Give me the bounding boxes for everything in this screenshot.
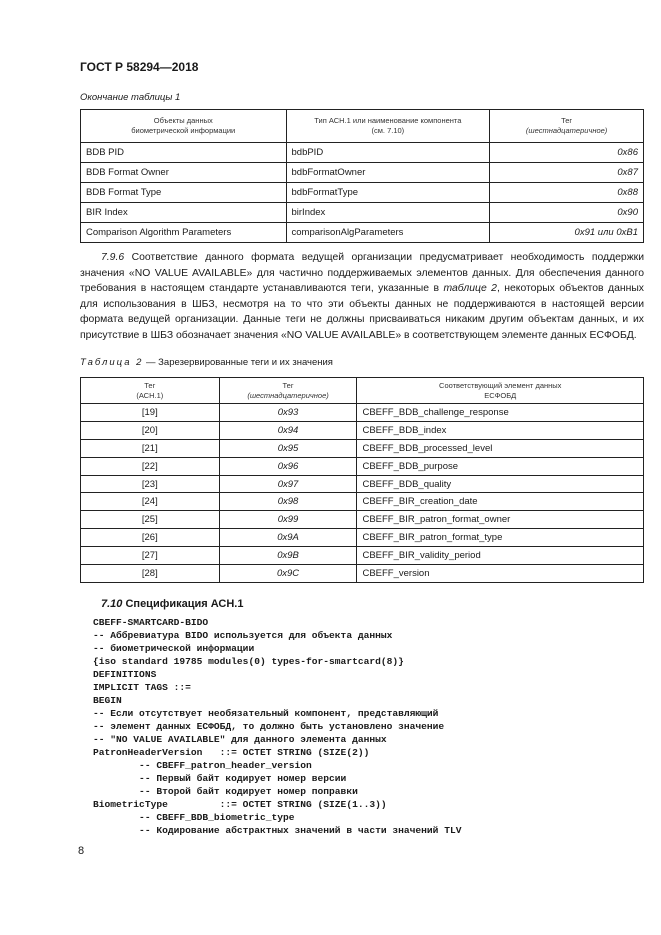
table-1	[80, 109, 644, 243]
standard-code-header: ГОСТ Р 58294—2018	[80, 60, 199, 74]
table-row: [26] 0x9A CBEFF_BIR_patron_format_type	[81, 529, 644, 547]
code-line: -- биометрической информации	[93, 643, 255, 654]
code-line: -- Аббревиатура BIDO используется для объекта данных	[93, 630, 393, 641]
table-row: [27] 0x9B CBEFF_BIR_validity_period	[81, 547, 644, 565]
code-line: BiometricType ::= OCTET STRING (SIZE(1..3))	[93, 799, 387, 810]
code-line: {iso standard 19785 modules(0) types-for-smartcard(8)}	[93, 656, 404, 667]
code-line: IMPLICIT TAGS ::=	[93, 682, 191, 693]
paragraph-7-9-6: 7.9.6 Соответствие данного формата ведущей организации предусматривает необходимость поддержки значения «NO VALUE AVAILABLE» для частично поддерживаемых элементов данных. Для обеспечения данного требования в настоящем стандарте устанавливаются теги, указанные в таблице 2, некоторых объектов данных для использования в ШБЗ, несмотря на то что эти объекты данных не поддерживаются в настоящей версии формата ведущей организации. Данные теги не должны присваиваться никаким другим объектам данных, и их присутствие в ШБЗ обозначает значения «NO VALUE AVAILABLE» в соответствующем элементе данных ЕСФОБД.	[80, 252, 644, 341]
table2-caption: Таблица 2 — Зарезервированные теги и их значения	[80, 357, 333, 368]
table-row: BDB PID bdbPID 0x86	[81, 143, 644, 163]
column-header: Объекты данных биометрической информации	[81, 110, 287, 143]
code-line: DEFINITIONS	[93, 669, 157, 680]
code-line: -- "NO VALUE AVAILABLE" для данного элемента данных	[93, 734, 387, 745]
table-row: [28] 0x9C CBEFF_version	[81, 565, 644, 583]
column-header: Тег (АСН.1)	[81, 378, 220, 404]
column-header: Тег (шестнадцатеричное)	[219, 378, 357, 404]
asn1-code-block	[93, 616, 461, 837]
table-2	[80, 377, 644, 583]
table-row: [21] 0x95 CBEFF_BDB_processed_level	[81, 439, 644, 457]
table-header-row	[81, 110, 644, 143]
code-line: BEGIN	[93, 695, 122, 706]
table-row: BIR Index birIndex 0x90	[81, 203, 644, 223]
table-row: [19] 0x93 CBEFF_BDB_challenge_response	[81, 404, 644, 422]
code-line: -- Второй байт кодирует номер поправки	[93, 786, 358, 797]
code-line: -- элемент данных ЕСФОБД, то должно быть установлено значение	[93, 721, 445, 732]
paragraph-number: 7.9.6	[101, 252, 125, 263]
table-row: [22] 0x96 CBEFF_BDB_purpose	[81, 457, 644, 475]
table-row: [23] 0x97 CBEFF_BDB_quality	[81, 475, 644, 493]
column-header: Тип АСН.1 или наименование компонента (см. 7.10)	[286, 110, 490, 143]
code-line: -- CBEFF_patron_header_version	[93, 760, 312, 771]
code-line: -- CBEFF_BDB_biometric_type	[93, 812, 295, 823]
table-header-row	[81, 378, 644, 404]
table-row: BDB Format Type bdbFormatType 0x88	[81, 183, 644, 203]
code-line: -- Кодирование абстрактных значений в части значений TLV	[93, 825, 462, 836]
table-2-reference: таблице 2	[443, 283, 497, 295]
code-line: PatronHeaderVersion ::= OCTET STRING (SIZE(2))	[93, 747, 370, 758]
column-header: Тег (шестнадцатеричное)	[490, 110, 644, 143]
code-line: -- Первый байт кодирует номер версии	[93, 773, 347, 784]
column-header: Соответствующий элемент данных ЕСФОБД	[357, 378, 644, 404]
table1-caption: Окончание таблицы 1	[80, 92, 181, 103]
code-line: -- Если отсутствует необязательный компонент, представляющий	[93, 708, 439, 719]
code-line: CBEFF-SMARTCARD-BIDO	[93, 617, 209, 628]
table-row: [20] 0x94 CBEFF_BDB_index	[81, 421, 644, 439]
table-row: [25] 0x99 CBEFF_BIR_patron_format_owner	[81, 511, 644, 529]
table-row: Comparison Algorithm Parameters comparisonAlgParameters 0x91 или 0xB1	[81, 223, 644, 243]
page-number: 8	[78, 845, 85, 857]
table-row: [24] 0x98 CBEFF_BIR_creation_date	[81, 493, 644, 511]
section-heading: 7.10 Спецификация АСН.1	[101, 598, 244, 610]
table-row: BDB Format Owner bdbFormatOwner 0x87	[81, 163, 644, 183]
